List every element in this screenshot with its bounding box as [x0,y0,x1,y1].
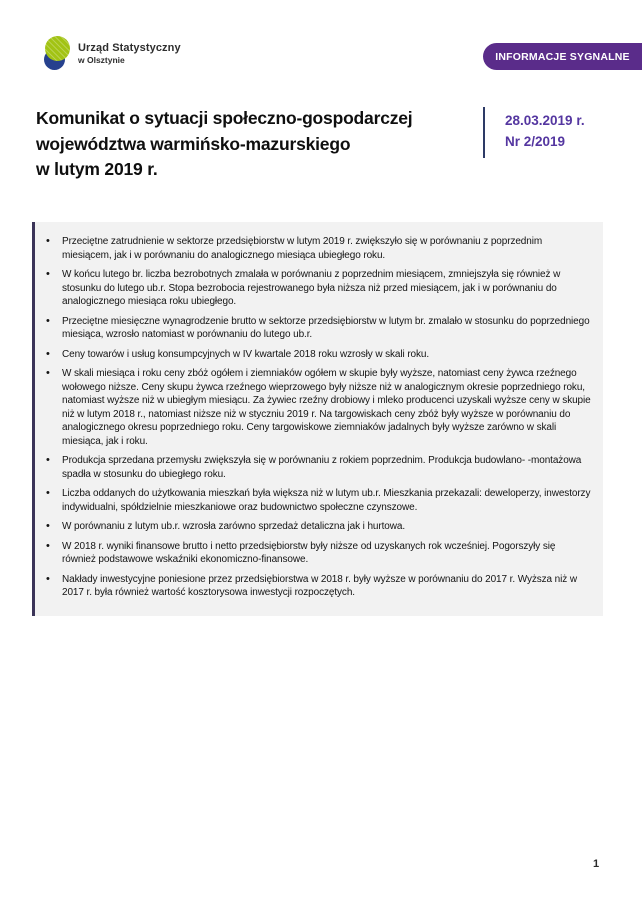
issue-number: Nr 2/2019 [505,134,566,149]
list-item: • Ceny towarów i usług konsumpcyjnych w IV kwartale 2018 roku wzrosły w skali roku. [35,348,595,362]
list-item: • W końcu lutego br. liczba bezrobotnych zmalała w porównaniu z poprzednim miesiącem, zmniejszyła się również w stosunku do lutego ub.r. Stopa bezrobocia rejestrowanego była niższa niż przed miesiącem, jak i w porównaniu do analogicznego miesiąca roku ubiegłego. [35,268,595,309]
logo-text [78,42,181,65]
badge-label: INFORMACJE SYGNALNE [495,50,630,63]
key-findings-list [35,235,595,600]
title-line-2: województwa warmińsko-mazurskiego [36,133,351,154]
list-item: • W porównaniu z lutym ub.r. wzrosła zarówno sprzedaż detaliczna jak i hurtowa. [35,520,595,534]
page-number: 1 [592,858,600,870]
statistical-office-logo [44,36,181,71]
key-findings-panel [32,222,603,616]
list-item: • Liczba oddanych do użytkowania mieszkań była większa niż w lutym ub.r. Mieszkania przekazali: deweloperzy, inwestorzy indywidualni, spółdzielnie mieszkaniowe oraz budownictwo społeczne czynszowe. [35,487,595,514]
list-item: • W 2018 r. wyniki finansowe brutto i netto przedsiębiorstw były niższe od uzyskanych rok wcześniej. Pogorszyły się również podstawowe wskaźniki ekonomiczno-finansowe. [35,540,595,567]
list-item: • Przeciętne miesięczne wynagrodzenie brutto w sektorze przedsiębiorstw w lutym br. zmalało w stosunku do poprzedniego miesiąca, wzrosło natomiast w porównaniu do lutego ub.r. [35,315,595,342]
title-line-3: w lutym 2019 r. [36,159,158,179]
issue-info [483,107,585,158]
informacje-sygnalne-badge [483,43,642,70]
list-item: • W skali miesiąca i roku ceny zbóż ogółem i ziemniaków ogółem w skupie były wyższe, natomiast ceny żywca rzeźnego wołowego niższe. Ceny skupu żywca rzeźnego wieprzowego były niższe niż w analogicznym okresie poprzedniego roku, natomiast wyższe niż w ubiegłym miesiącu. Za żywiec rzeźny drobiowy i mleko producenci uzyskali wyższe ceny w skupie niż w lutym 2018 r., natomiast niższe niż w styczniu 2019 r. Na targowiskach ceny zbóż były wyższe w porównaniu do analogicznego okresu poprzedniego roku. Ceny targowiskowe ziemniaków jadalnych były wyższe zarówno w skali miesiąca, jak i roku. [35,367,595,448]
issue-date: 28.03.2019 r. [505,113,585,128]
org-name: Urząd Statystyczny [78,42,181,54]
logo-green-circle-icon [45,36,70,61]
page-title [36,106,481,183]
list-item: • Produkcja sprzedana przemysłu zwiększyła się w porównaniu z rokiem poprzednim. Produkcja budowlano- -montażowa spadła w stosunku do ubiegłego roku. [35,454,595,481]
logo-mark-icon [44,36,71,71]
org-location: w Olsztynie [78,55,125,65]
title-line-1: Komunikat o sytuacji społeczno-gospodarczej [36,108,413,128]
list-item: • Nakłady inwestycyjne poniesione przez przedsiębiorstwa w 2018 r. były wyższe w porównaniu do 2017 r. Wyższa niż w 2017 r. była również wartość kosztorysowa inwestycji rozpoczętych. [35,573,595,600]
list-item: • Przeciętne zatrudnienie w sektorze przedsiębiorstw w lutym 2019 r. zwiększyło się w porównaniu z poprzednim miesiącem, jak i w porównaniu do analogicznego miesiąca ubiegłego roku. [35,235,595,262]
